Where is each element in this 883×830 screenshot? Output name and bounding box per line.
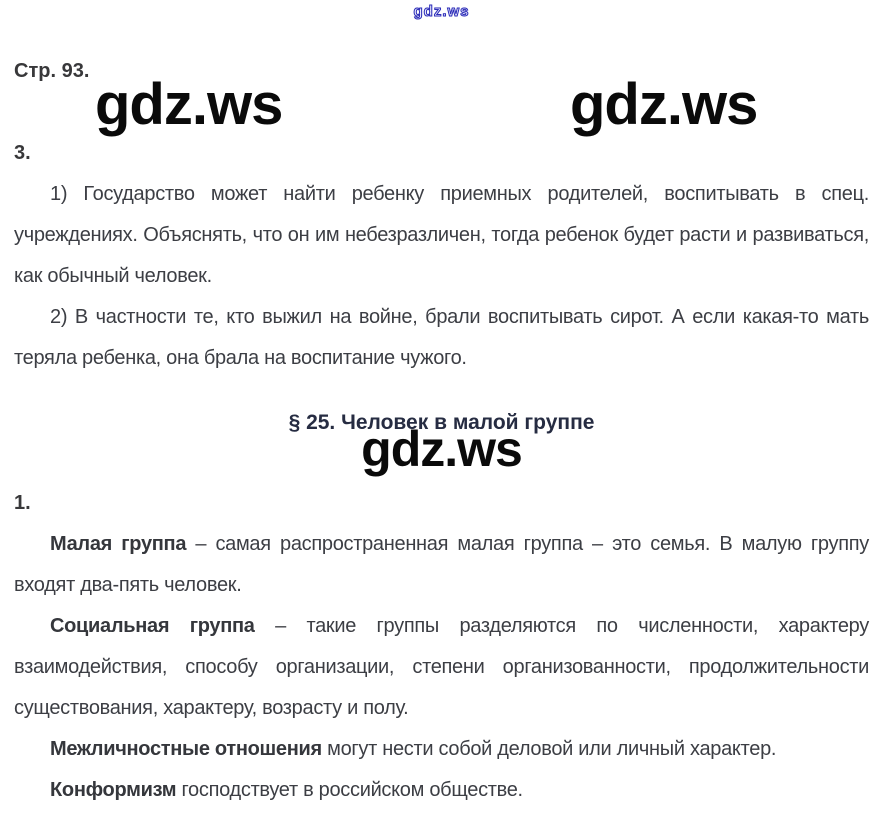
definition-term: Малая группа [50,533,187,555]
definition-paragraph-mezhlichnostnye-otnosheniya [14,729,869,770]
task-3-answer-paragraph-1: 1) Государство может найти ребенку приемных родителей, воспитывать в спец. учреждениях. Объяснять, что он им небезразличен, тогда ребенок будет расти и развиваться, как обычный человек. [14,183,869,287]
definition-term: Межличностные отношения [50,738,322,760]
task-1-number: 1. [14,492,31,514]
definition-term: Конформизм [50,779,177,801]
task-3-number: 3. [14,142,31,164]
definition-paragraph-malaya-gruppa [14,524,869,606]
definition-text: – такие группы разделяются по численности, характеру взаимодействия, способу организации, степени организованности, продолжительности существования, характеру, возрасту и полу. [14,615,869,719]
definition-paragraph-sotsialnaya-gruppa [14,606,869,729]
watermark-right: gdz.ws [570,72,758,137]
watermark-top-small: gdz.ws [413,3,470,20]
task-3-answer-paragraph-2: 2) В частности те, кто выжил на войне, брали воспитывать сирот. А если какая-то мать теряла ребенка, она брала на воспитание чужого. [14,306,869,369]
page-number-heading: Стр. 93. [14,60,90,82]
watermark-left: gdz.ws [95,72,283,137]
definition-text: могут нести собой деловой или личный характер. [321,738,777,760]
definition-paragraph-konformizm [14,770,869,811]
definition-text: – самая распространенная малая группа – это семья. В малую группу входят два-пять человек. [14,533,869,596]
definition-term: Социальная группа [50,615,255,637]
watermark-center: gdz.ws [361,421,522,477]
definition-text: господствует в российском обществе. [176,779,523,801]
chapter-heading: § 25. Человек в малой группе [288,411,595,434]
